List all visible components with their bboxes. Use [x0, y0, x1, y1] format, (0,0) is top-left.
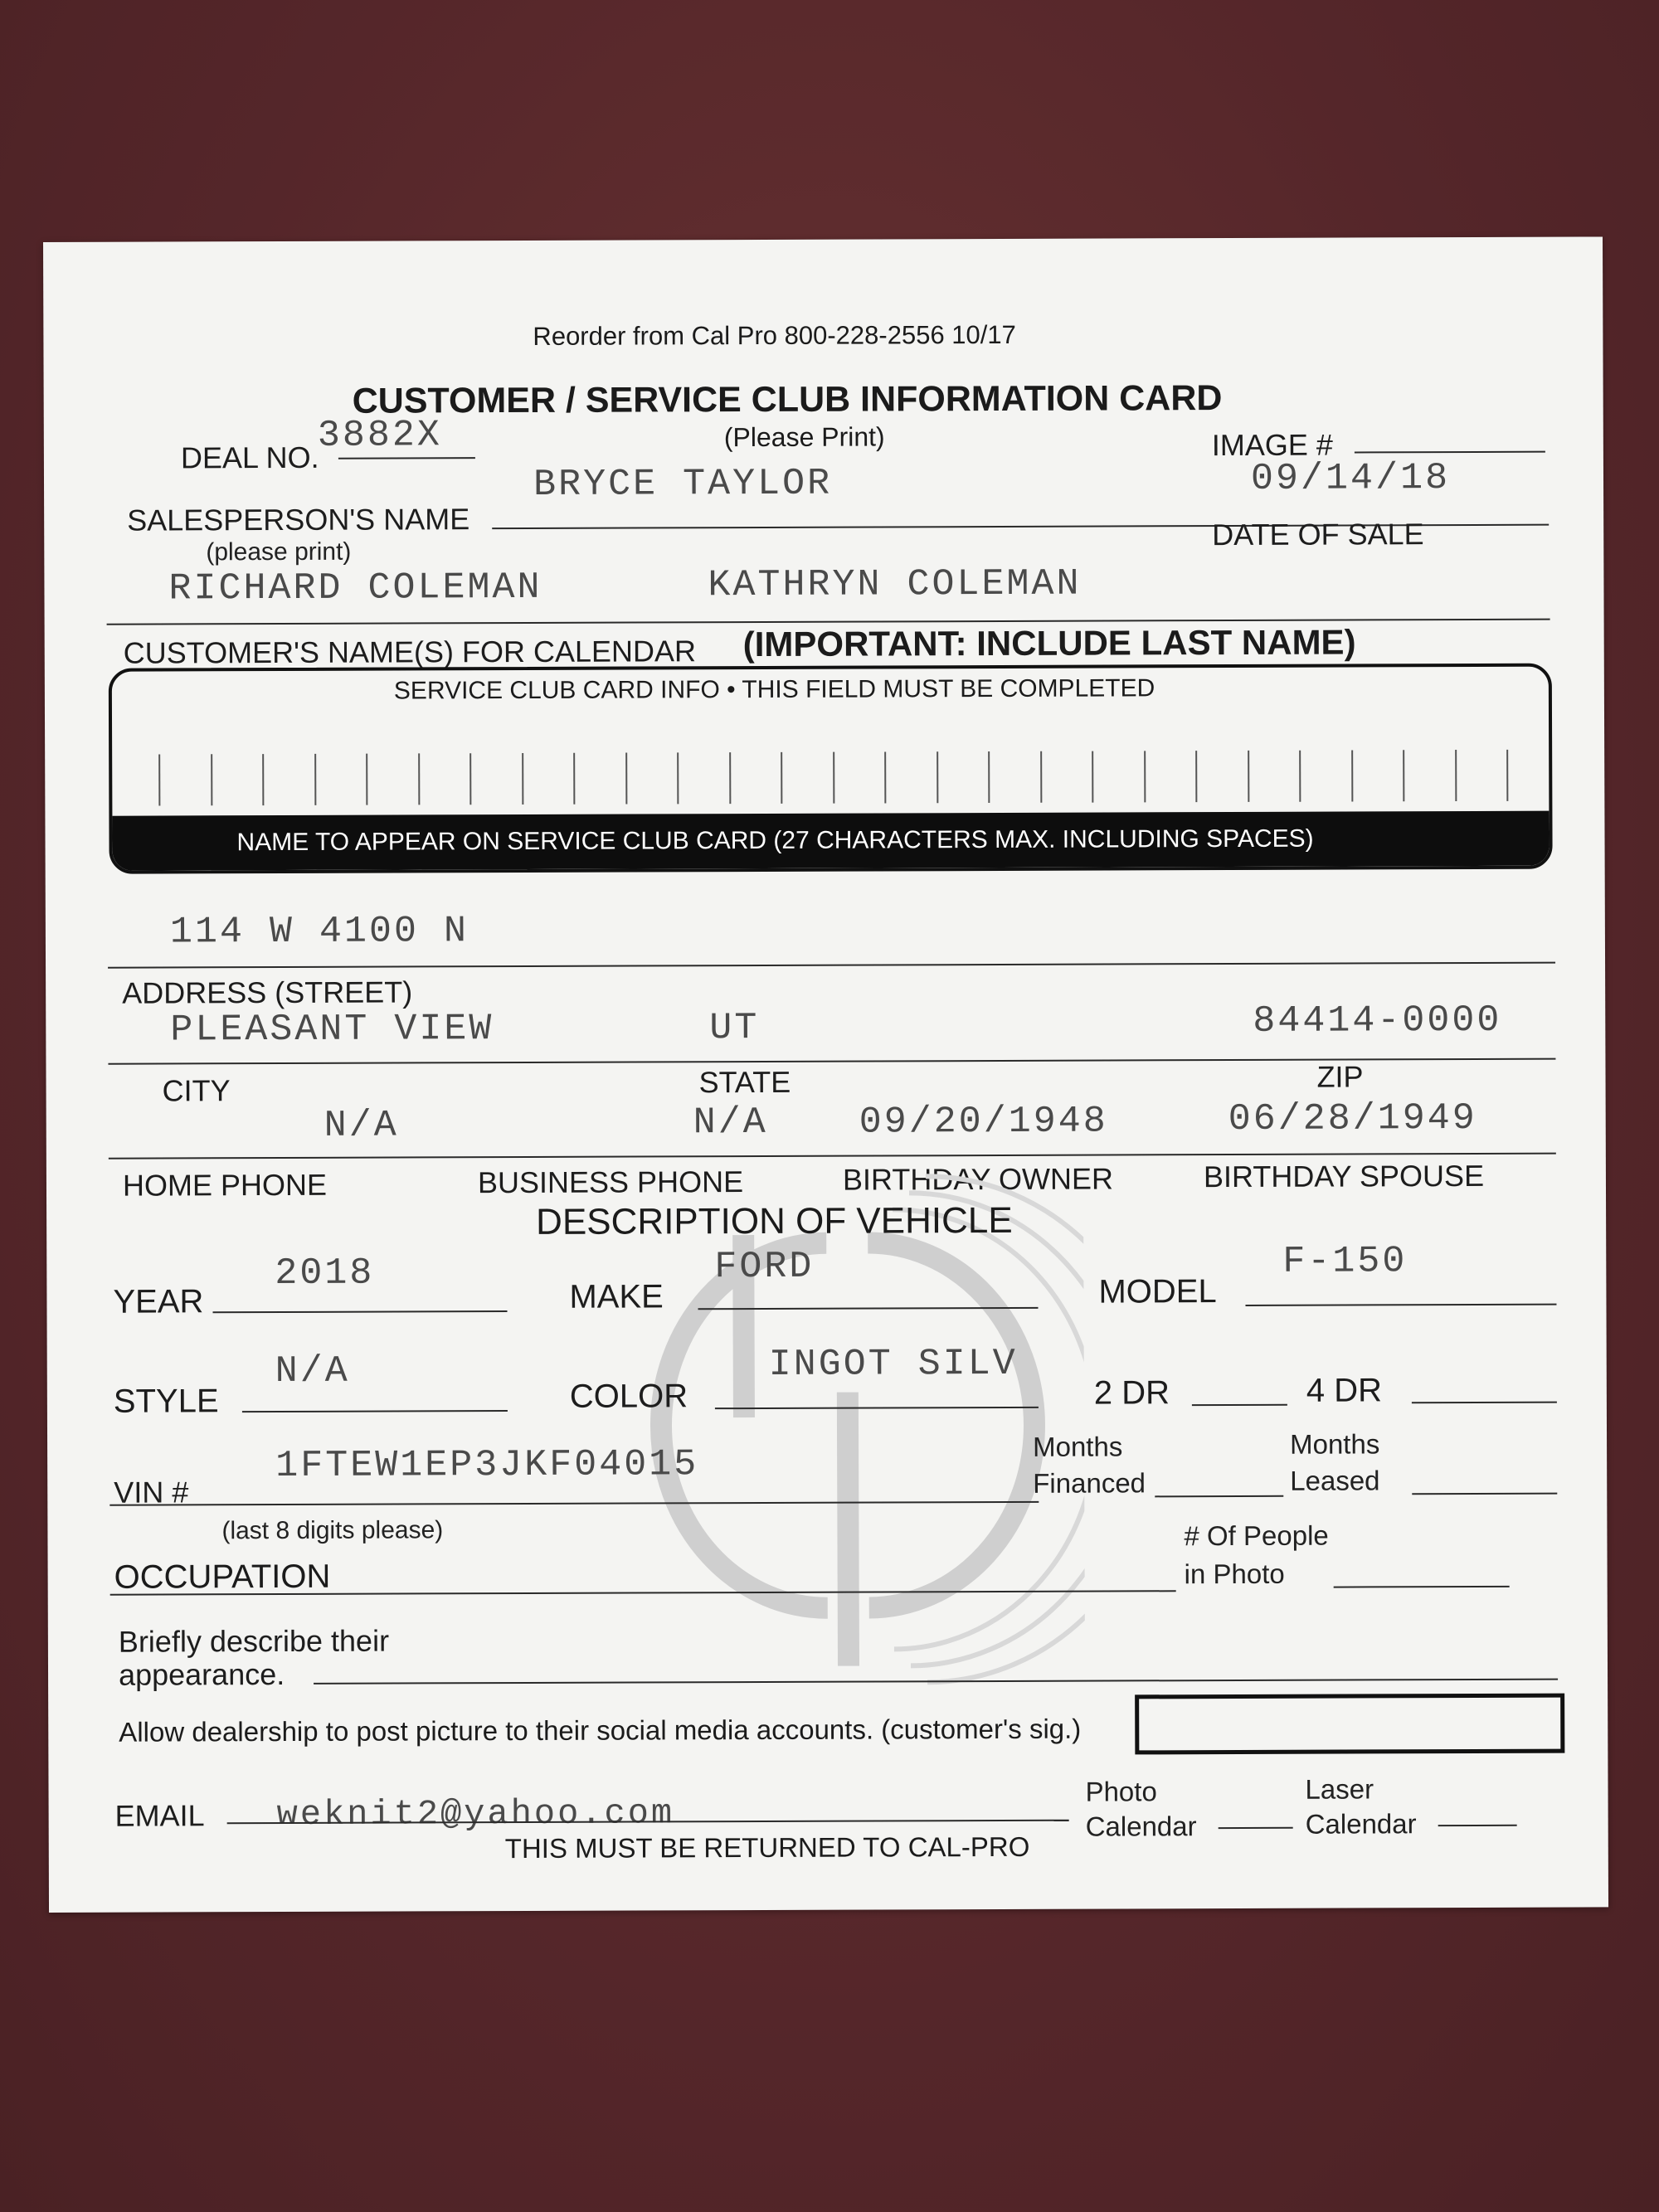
birthday-spouse-label: BIRTHDAY SPOUSE: [1203, 1158, 1485, 1194]
character-tick: [1040, 751, 1042, 803]
customers-names-label: CUSTOMER'S NAME(S) FOR CALENDAR: [123, 634, 697, 670]
character-tick: [1248, 751, 1249, 802]
customer-signature-box[interactable]: [1135, 1694, 1564, 1755]
deal-no-label: DEAL NO.: [180, 440, 319, 475]
birthday-owner-label: BIRTHDAY OWNER: [842, 1161, 1114, 1197]
model-value[interactable]: F-150: [1282, 1240, 1408, 1283]
occupation-label: OCCUPATION: [114, 1558, 331, 1596]
style-label: STYLE: [113, 1383, 219, 1420]
last-8-digits-note: (last 8 digits please): [221, 1516, 444, 1545]
please-print-note: (Please Print): [723, 421, 885, 453]
city-label: CITY: [162, 1073, 231, 1108]
salesperson-value[interactable]: BRYCE TAYLOR: [533, 462, 833, 506]
make-value[interactable]: FORD: [714, 1245, 815, 1289]
state-value[interactable]: UT: [709, 1006, 760, 1050]
people-in-photo-label-2: in Photo: [1184, 1558, 1285, 1590]
character-tick: [262, 754, 264, 805]
customer-name-2[interactable]: KATHRYN COLEMAN: [708, 562, 1082, 607]
image-no-label: IMAGE #: [1211, 427, 1333, 463]
character-tick: [1144, 751, 1146, 802]
name-on-card-bar: [112, 811, 1549, 871]
character-tick: [625, 753, 627, 805]
character-tick: [366, 754, 367, 805]
card-title: CUSTOMER / SERVICE CLUB INFORMATION CARD: [352, 378, 1223, 421]
zip-label: ZIP: [1316, 1059, 1364, 1094]
home-phone-value[interactable]: N/A: [324, 1104, 399, 1147]
date-of-sale-label: DATE OF SALE: [1212, 517, 1424, 552]
year-label: YEAR: [113, 1283, 204, 1320]
describe-label-1: Briefly describe their: [118, 1623, 390, 1659]
vehicle-heading: DESCRIPTION OF VEHICLE: [536, 1199, 1013, 1242]
important-note: (IMPORTANT: INCLUDE LAST NAME): [742, 622, 1356, 664]
laser-calendar-label-2: Calendar: [1305, 1808, 1417, 1840]
laser-calendar-label-1: Laser: [1305, 1773, 1374, 1805]
state-label: STATE: [698, 1064, 791, 1100]
character-tick: [469, 753, 471, 805]
customer-name-1[interactable]: RICHARD COLEMAN: [168, 566, 542, 610]
address-label: ADDRESS (STREET): [122, 975, 413, 1010]
email-value[interactable]: weknit2@yahoo.com: [276, 1793, 675, 1835]
photo-calendar-label-1: Photo: [1085, 1776, 1157, 1807]
character-tick: [314, 754, 316, 805]
character-tick: [573, 753, 575, 805]
birthday-spouse-value[interactable]: 06/28/1949: [1228, 1096, 1477, 1141]
character-tick: [729, 752, 731, 804]
zip-value[interactable]: 84414-0000: [1253, 999, 1502, 1043]
reorder-line: Reorder from Cal Pro 800-228-2556 10/17: [533, 319, 1016, 351]
character-tick: [1351, 750, 1353, 801]
business-phone-label: BUSINESS PHONE: [477, 1164, 744, 1200]
character-tick: [1092, 751, 1093, 803]
vin-label: VIN #: [114, 1475, 189, 1510]
character-tick: [418, 753, 420, 805]
months-financed-label-1: Months: [1033, 1431, 1123, 1462]
color-label: COLOR: [569, 1378, 688, 1415]
salesperson-label: SALESPERSON'S NAME: [127, 502, 470, 537]
photo-calendar-label-2: Calendar: [1085, 1811, 1197, 1842]
months-leased-label-1: Months: [1290, 1428, 1380, 1460]
describe-label-2: appearance.: [118, 1656, 285, 1692]
date-of-sale-value[interactable]: 09/14/18: [1250, 457, 1451, 500]
model-label: MODEL: [1098, 1273, 1217, 1310]
deal-no-value[interactable]: 3882X: [317, 414, 442, 457]
return-note: THIS MUST BE RETURNED TO CAL-PRO: [504, 1830, 1030, 1864]
character-tick: [158, 755, 160, 806]
character-tick: [1195, 751, 1197, 802]
service-club-box: [109, 664, 1553, 874]
city-value[interactable]: PLEASANT VIEW: [170, 1008, 494, 1052]
character-tick: [937, 751, 938, 803]
name-on-card-label: NAME TO APPEAR ON SERVICE CLUB CARD (27 CHARACTERS MAX. INCLUDING SPACES): [236, 824, 1314, 857]
birthday-owner-value[interactable]: 09/20/1948: [859, 1100, 1108, 1144]
character-boxes[interactable]: [112, 750, 1549, 818]
four-door-label: 4 DR: [1306, 1372, 1383, 1409]
character-tick: [677, 752, 679, 804]
business-phone-value[interactable]: N/A: [693, 1101, 768, 1145]
make-label: MAKE: [569, 1278, 664, 1315]
character-tick: [1455, 750, 1457, 801]
character-tick: [884, 751, 886, 803]
information-card: [43, 236, 1608, 1913]
character-tick: [781, 752, 782, 804]
two-door-label: 2 DR: [1093, 1374, 1170, 1412]
social-media-consent-label: Allow dealership to post picture to their social media accounts. (customer's sig.): [119, 1713, 1082, 1748]
vin-value[interactable]: 1FTEW1EP3JKF04015: [275, 1443, 699, 1488]
people-in-photo-label-1: # Of People: [1184, 1519, 1329, 1552]
character-tick: [833, 752, 834, 804]
character-tick: [1506, 750, 1508, 801]
home-phone-label: HOME PHONE: [122, 1167, 328, 1203]
character-tick: [211, 754, 212, 805]
email-label: EMAIL: [114, 1798, 205, 1833]
months-financed-label-2: Financed: [1033, 1467, 1146, 1499]
months-leased-label-2: Leased: [1290, 1465, 1380, 1496]
please-print-small: (please print): [206, 537, 352, 566]
color-value[interactable]: INGOT SILV: [768, 1342, 1018, 1386]
year-value[interactable]: 2018: [275, 1252, 375, 1296]
service-club-info-label: SERVICE CLUB CARD INFO • THIS FIELD MUST BE COMPLETED: [393, 674, 1155, 705]
address-value[interactable]: 114 W 4100 N: [169, 910, 469, 954]
style-value[interactable]: N/A: [275, 1349, 350, 1393]
character-tick: [522, 753, 523, 805]
character-tick: [988, 751, 990, 803]
character-tick: [1403, 750, 1404, 801]
character-tick: [1299, 751, 1301, 802]
